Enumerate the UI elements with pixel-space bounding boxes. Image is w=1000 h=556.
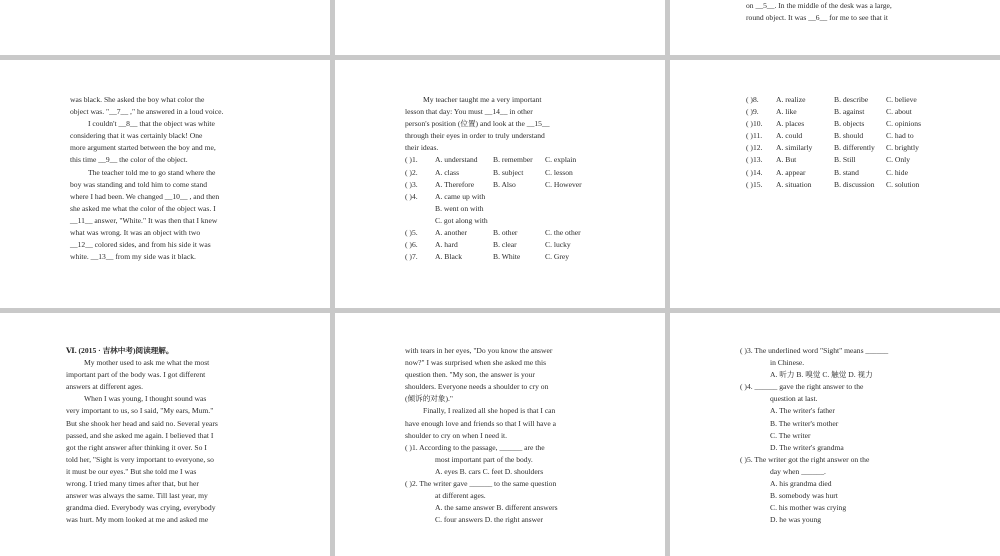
option-c: C. believe	[886, 95, 917, 104]
page-5	[335, 60, 665, 308]
question-row	[746, 154, 946, 166]
option-b: B. against	[834, 107, 865, 117]
text-line: grandma died. Everybody was crying, everybody	[66, 503, 216, 513]
text-line: answers at different ages.	[66, 382, 144, 392]
question-number: ( )4.	[405, 191, 418, 201]
page-6	[670, 60, 1000, 308]
question-number: ( )1.	[405, 155, 418, 165]
option-line: A. The writer's father	[770, 406, 835, 416]
option-b: B. objects	[834, 119, 865, 129]
option-line: C. his mother was crying	[770, 503, 847, 513]
text-line: boy was standing and told him to come stand	[70, 179, 208, 189]
text-line: (倾诉的对象)."	[405, 394, 454, 404]
text-line: got the right answer after thinking it over. So I	[66, 442, 207, 452]
text-line: white. __13__ from my side was it black.	[70, 252, 196, 262]
text-line: have enough love and friends so that I will have a	[405, 418, 556, 428]
question-line: at different ages.	[435, 491, 486, 501]
page-3-text	[746, 0, 946, 24]
question-line: ( )4. ______ gave the right answer to the	[740, 382, 864, 392]
question-line: ( )5. The writer got the right answer on the	[740, 454, 870, 464]
option-line: A. eyes B. cars C. feet D. shoulders	[435, 466, 544, 476]
text-line: now?" I was surprised when she asked me this	[405, 358, 547, 368]
question-row	[405, 203, 600, 215]
text-line: what was wrong. It was an object with two	[70, 228, 201, 238]
option-a: A. Black	[435, 252, 462, 262]
question-row	[746, 106, 946, 118]
option-c: C. the other	[545, 228, 581, 238]
option-line: C. The writer	[770, 430, 811, 440]
text-line: lesson that day: You must __14__ in other	[405, 107, 533, 117]
question-line: most important part of the body.	[435, 454, 533, 464]
question-row	[405, 227, 600, 239]
option-line: B. somebody was hurt	[770, 491, 838, 501]
option-c: C. opinions	[886, 119, 922, 129]
question-row	[405, 191, 600, 203]
page-6-text	[746, 94, 946, 191]
option-b: B. subject	[493, 167, 524, 177]
option-c: C. about	[886, 107, 912, 117]
option-a: A. hard	[435, 240, 458, 250]
option-c: C. Only	[886, 155, 911, 165]
option-a: A. Therefore	[435, 179, 475, 189]
option-b: B. stand	[834, 167, 859, 177]
page-5-text	[405, 94, 600, 263]
question-row	[405, 154, 600, 166]
question-number: ( )5.	[405, 228, 418, 238]
page-8	[335, 313, 665, 556]
text-line: __12__ colored sides, and from his side it was	[70, 240, 211, 250]
question-row	[746, 118, 946, 130]
text-line: was hurt. My mom looked at me and asked me	[66, 515, 209, 525]
option-c: C. lucky	[545, 240, 571, 250]
option-a: A. could	[776, 131, 803, 141]
text-line: __11__ answer, "White." It was then that I knew	[70, 215, 218, 225]
question-number: ( )15.	[746, 179, 763, 189]
page-8-text	[405, 345, 600, 526]
text-line: question then. "My son, the answer is your	[405, 370, 535, 380]
text-line: answer was always the same. Till last year, my	[66, 491, 208, 501]
option-b: B. should	[834, 131, 864, 141]
text-line: shoulders. Everyone needs a shoulder to cry on	[405, 382, 549, 392]
text-line: When I was young, I thought sound was	[84, 394, 207, 404]
question-list	[746, 94, 946, 191]
question-row	[746, 167, 946, 179]
text-line: it must be our eyes." But she told me I was	[66, 466, 197, 476]
option-c: C. solution	[886, 179, 920, 189]
section-heading: Ⅵ. (2015 · 吉林中考)阅读理解。	[66, 346, 174, 355]
text-line: passed, and she asked me again. I believed that I	[66, 430, 214, 440]
option-b: B. discussion	[834, 179, 875, 189]
option-a: A. came up with	[435, 191, 486, 201]
text-line: more argument started between the boy and me,	[70, 143, 216, 153]
option-line: B. The writer's mother	[770, 418, 839, 428]
question-row	[405, 251, 600, 263]
question-number: ( )9.	[746, 107, 759, 117]
text-line: was black. She asked the boy what color the	[70, 95, 205, 104]
option-b: B. remember	[493, 155, 533, 165]
option-a: A. appear	[776, 167, 806, 177]
option-c: C. Grey	[545, 252, 570, 262]
option-c: C. brightly	[886, 143, 919, 153]
question-number: ( )13.	[746, 155, 763, 165]
question-row	[746, 94, 946, 106]
option-a: A. like	[776, 107, 797, 117]
option-b: B. differently	[834, 143, 875, 153]
text-line: object was. "__7__ ," he answered in a loud voice.	[70, 107, 224, 117]
page-9	[670, 313, 1000, 556]
question-number: ( )2.	[405, 167, 418, 177]
option-a: A. situation	[776, 179, 812, 189]
option-line: D. The writer's grandma	[770, 442, 844, 452]
question-number: ( )10.	[746, 119, 763, 129]
option-c: C. lesson	[545, 167, 573, 177]
question-row	[405, 215, 600, 227]
option-a: A. similarly	[776, 143, 813, 153]
option-b: B. Still	[834, 155, 856, 165]
option-b: B. White	[493, 252, 521, 262]
option-line: D. he was young	[770, 515, 822, 525]
question-row	[405, 167, 600, 179]
option-b: B. clear	[493, 240, 517, 250]
text-line: But she shook her head and said no. Several years	[66, 418, 218, 428]
option-a: A. But	[776, 155, 797, 165]
option-a: A. class	[435, 167, 460, 177]
text-line: very important to us, so I said, "My ears, Mum."	[66, 406, 214, 416]
page-7-text	[66, 345, 266, 526]
page-3	[670, 0, 1000, 55]
question-number: ( )11.	[746, 131, 763, 141]
page-1	[0, 0, 330, 55]
option-a: A. understand	[435, 155, 478, 165]
text-line: round object. It was __6__ for me to see that it	[746, 13, 888, 23]
option-a: C. got along with	[435, 215, 488, 225]
option-a: A. places	[776, 119, 805, 129]
text-line: wrong. I tried many times after that, but her	[66, 479, 199, 489]
text-line: told her, "Sight is very important to everyone, so	[66, 454, 214, 464]
text-line: person's position (位置) and look at the __15__	[405, 119, 550, 129]
option-c: C. had to	[886, 131, 914, 141]
question-list	[405, 154, 600, 263]
question-line: in Chinese.	[770, 358, 805, 368]
option-c: C. However	[545, 179, 582, 189]
question-line: question at last.	[770, 394, 818, 404]
text-line: their ideas.	[405, 143, 439, 153]
text-line: The teacher told me to go stand where the	[88, 167, 216, 177]
option-line: A. the same answer B. different answers	[435, 503, 558, 513]
text-line: My mother used to ask me what the most	[84, 358, 210, 368]
page-9-text	[740, 345, 940, 526]
question-line: ( )3. The underlined word "Sight" means ______	[740, 346, 889, 355]
text-line: on __5__. In the middle of the desk was a large,	[746, 1, 892, 10]
question-row	[746, 130, 946, 142]
text-line: considering that it was certainly black! One	[70, 131, 203, 141]
question-number: ( )7.	[405, 252, 418, 262]
page-4	[0, 60, 330, 308]
question-number: ( )3.	[405, 179, 418, 189]
option-line: C. four answers D. the right answer	[435, 515, 543, 525]
question-number: ( )8.	[746, 95, 759, 104]
question-line: day when ______.	[770, 466, 826, 476]
text-line: she asked me what the color of the object was. I	[70, 203, 216, 213]
option-line: A. his grandma died	[770, 479, 832, 489]
option-b: B. Also	[493, 179, 516, 189]
page-2	[335, 0, 665, 55]
option-c: C. hide	[886, 167, 908, 177]
text-line: with tears in her eyes, "Do you know the answer	[405, 346, 553, 355]
question-line: ( )2. The writer gave ______ to the same question	[405, 479, 557, 489]
question-row	[405, 239, 600, 251]
question-number: ( )6.	[405, 240, 418, 250]
text-line: I couldn't __8__ that the object was white	[88, 119, 215, 129]
text-line: where I had been. We changed __10__ , and then	[70, 191, 220, 201]
text-line: My teacher taught me a very important	[423, 95, 542, 104]
option-a: A. another	[435, 228, 468, 238]
option-a: A. realize	[776, 95, 806, 104]
option-a: B. went on with	[435, 203, 484, 213]
question-line: ( )1. According to the passage, ______ are the	[405, 442, 545, 452]
text-line: shoulder to cry on when I need it.	[405, 430, 508, 440]
page-4-text	[70, 94, 265, 263]
option-b: B. describe	[834, 95, 869, 104]
question-row	[405, 179, 600, 191]
text-line: this time __9__ the color of the object.	[70, 155, 188, 165]
question-row	[746, 179, 946, 191]
option-b: B. other	[493, 228, 518, 238]
option-c: C. explain	[545, 155, 577, 165]
page-7	[0, 313, 330, 556]
text-line: through their eyes in order to truly understand	[405, 131, 545, 141]
text-line: important part of the body was. I got different	[66, 370, 206, 380]
question-number: ( )14.	[746, 167, 763, 177]
question-row	[746, 142, 946, 154]
question-number: ( )12.	[746, 143, 763, 153]
option-line: A. 听力 B. 嗅觉 C. 触觉 D. 视力	[770, 370, 873, 380]
text-line: Finally, I realized all she hoped is that I can	[423, 406, 556, 416]
